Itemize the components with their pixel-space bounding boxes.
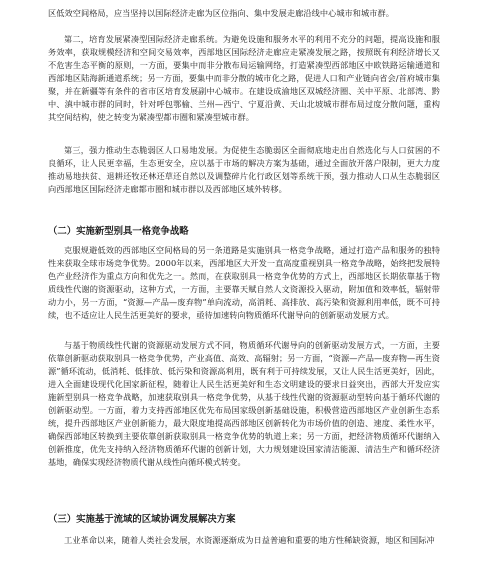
paragraph-compact-corridor: 第二，培育发展紧凑型国际经济走廊系统。为避免设施和服务水平的利用不充分的问题，提高设施和服务效率，获取规模经济和空间交易效率，西部地区国际经济走廊应走紧凑发展之路，按照既有利经济增长又不危害生态平衡的原则，一方面，要集中而非分散布局运输网络，打造紧凑型西部地区中欧铁路运输通道和西部地区陆海新通道系统；另一方面，要集中而非分散的城市化之路，促进人口和产业链向省会/首府城市集聚，并在新疆等有条件的省市区培育发展副中心城市。在建设成渝地区双城经济圈、关中平原、北部湾、黔中、滇中城市群的同时，针对呼包鄂榆、兰州—西宁、宁夏沿黄、天山北坡城市群布局过度分散问题，重构其空间结构，使之转变为紧凑型都市圈和紧凑型城市群。 [48,34,440,122]
paragraph-competition-strategy: 克服规避低效的西部地区空间格局的另一条道路是实施别具一格竞争战略，通过打造产品和服务的独特性来获取全球市场竞争优势。2000年以来，西部地区大开发一直高度重视别具一格竞争战略，始终把发展特色产业经济作为重点方向和优先之一。然而，在获取别具一格竞争优势的方式上，西部地区长期依靠基于物质线性代谢的资源驱动，这种方式，一方面，主要靠天赋自然人文资源投入驱动，附加值和效率低，辐射带动力小，另一方面，“资源—产品—废弃物”单向流动，高消耗、高排放、高污染和资源利用率低，既不可持续，也不适应让人民生活更美好的要求，亟待加速转向物质循环代谢导向的创新驱动发展方式。 [48,245,440,320]
section-heading-3: （三）实施基于流域的区域协调发展解决方案 [48,514,236,525]
paragraph-continuation: 区低效空间格局，应当坚持以国际经济走廊为区位指向、集中发展走廊沿线中心城市和城市群。 [48,8,394,18]
section-heading-2: （二）实施新型别具一格竞争战略 [48,226,189,237]
paragraph-circular-innovation: 与基于物质线性代谢的资源驱动发展方式不同，物质循环代谢导向的创新驱动发展方式，一方面，主要依靠创新驱动获取别具一格竞争优势，产业高值、高效、高辐射；另一方面，“资源—产品—废弃物—再生资源”循环流动，低消耗、低排放、低污染和资源高利用，既有利于可持续发展，又让人民生活更美好，因此，进入全面建设现代化国家新征程，随着让人民生活更美好和生态文明建设的要求日益突出，西部大开发应实施新型别具一格竞争战略，加速获取别具一格竞争优势，从基于线性代谢的资源驱动型转向基于循环代谢的创新驱动型。一方面，着力支持西部地区优先布局国家级创新基础设施，积极营造西部地区产业创新生态系统，提升西部地区产业创新能力，最大限度地提高西部地区创新转化为市场价值的创造、速度、柔性水平，确保西部地区转换到主要依靠创新获取别具一格竞争优势的轨道上来；另一方面，把经济物质循环代谢纳入创新推度，优先支持纳入经济物质循环代谢的创新计划，大力规划建设国家清洁能源、清洁生产和循环经济基地，确保实现经济物质代谢从线性向循环模式转变。 [48,340,440,467]
paragraph-ecological-relocation: 第三，强力推动生态脆弱区人口易地发展。为促使生态脆弱区全面彻底地走出自然选化与人口贫困的不良循环，让人民更幸福，生态更安全，应以基于市场的解决方案为基础，通过全面放开落户限制，更大力度推动易地扶贫、退耕还牧还林还草还自然以及调整碎片化行政区划等系统干预，强力推动人口从生态脆弱区向西部地区国际经济走廊都市圈和城市群以及西部地区域外转移。 [48,145,440,194]
paragraph-water-resources: 工业革命以来，随着人类社会发展，水资源逐渐成为日益普遍和重要的地方性稀缺资源，地区和国际冲 [64,535,435,545]
